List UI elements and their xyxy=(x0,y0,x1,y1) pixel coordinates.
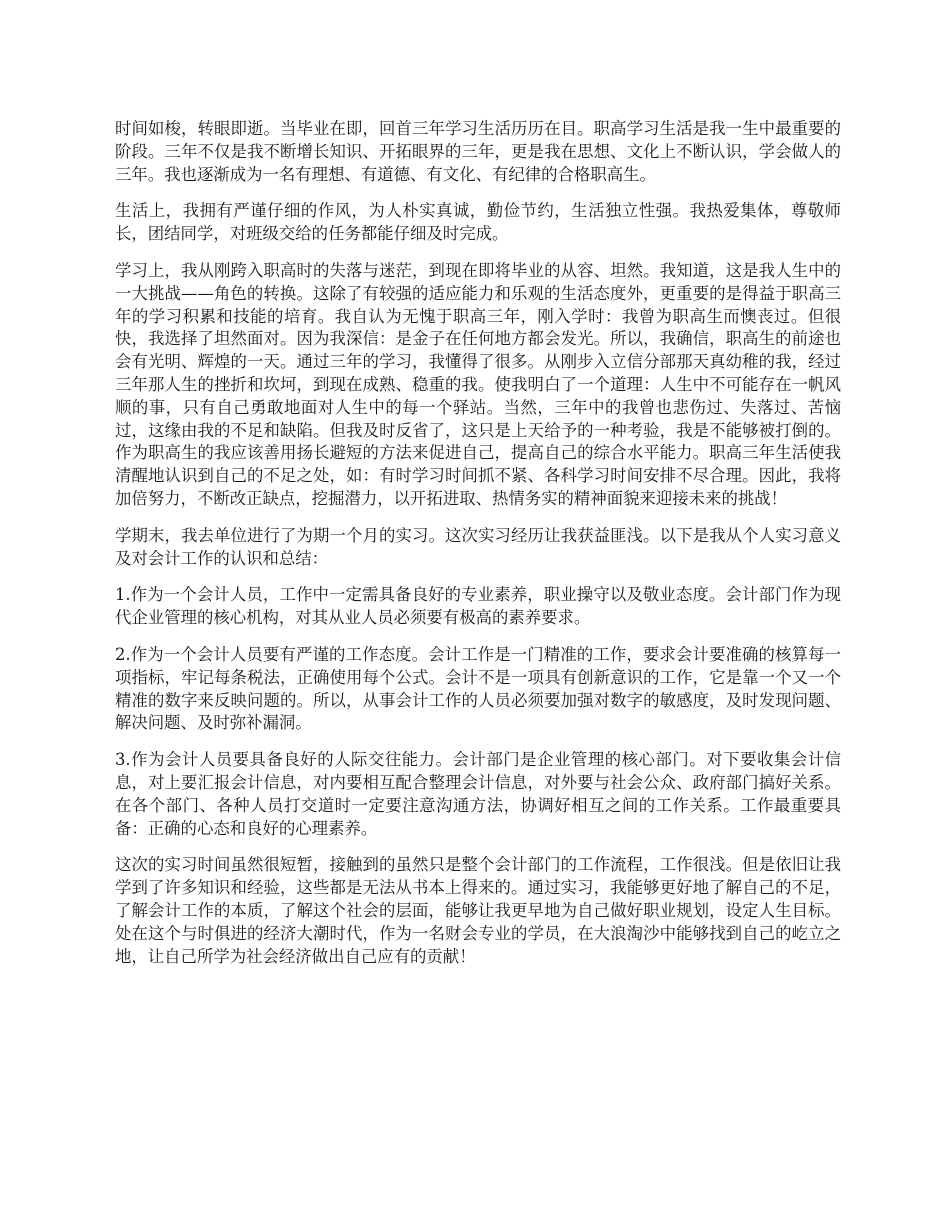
paragraph-point-3: 3.作为会计人员要具备良好的人际交往能力。会计部门是企业管理的核心部门。对下要收集会计信息，对上要汇报会计信息，对内要相互配合整理会计信息，对外要与社会公众、政府部门搞好关系。在各个部门、各种人员打交道时一定要注意沟通方法，协调好相互之间的工作关系。工作最重要具备：正确的心态和良好的心理素养。 xyxy=(115,750,841,838)
document-body xyxy=(115,118,841,982)
paragraph-study: 学习上，我从刚跨入职高时的失落与迷茫，到现在即将毕业的从容、坦然。我知道，这是我人生中的一大挑战——角色的转换。这除了有较强的适应能力和乐观的生活态度外，更重要的是得益于职高三年的学习积累和技能的培育。我自认为无愧于职高三年，刚入学时：我曾为职高生而懊丧过。但很快，我选择了坦然面对。因为我深信：是金子在任何地方都会发光。所以，我确信，职高生的前途也会有光明、辉煌的一天。通过三年的学习，我懂得了很多。从刚步入立信分部那天真幼稚的我，经过三年那人生的挫折和坎坷，到现在成熟、稳重的我。使我明白了一个道理：人生中不可能存在一帆风顺的事，只有自己勇敢地面对人生中的每一个驿站。当然，三年中的我曾也悲伤过、失落过、苦恼过，这缘由我的不足和缺陷。但我及时反省了，这只是上天给予的一种考验，我是不能够被打倒的。作为职高生的我应该善用扬长避短的方法来促进自己，提高自己的综合水平能力。职高三年生活使我清醒地认识到自己的不足之处，如：有时学习时间抓不紧、各科学习时间安排不尽合理。因此，我将加倍努力，不断改正缺点，挖掘潜力，以开拓进取、热情务实的精神面貌来迎接未来的挑战！ xyxy=(115,260,841,508)
paragraph-conclusion: 这次的实习时间虽然很短暂，接触到的虽然只是整个会计部门的工作流程，工作很浅。但是依旧让我学到了许多知识和经验，这些都是无法从书本上得来的。通过实习，我能够更好地了解自己的不足，了解会计工作的本质，了解这个社会的层面，能够让我更早地为自己做好职业规划，设定人生目标。处在这个与时俱进的经济大潮时代，作为一名财会专业的学员，在大浪淘沙中能够找到自己的屹立之地，让自己所学为社会经济做出自己应有的贡献！ xyxy=(115,855,841,966)
paragraph-internship-intro: 学期末，我去单位进行了为期一个月的实习。这次实习经历让我获益匪浅。以下是我从个人实习意义及对会计工作的认识和总结： xyxy=(115,525,841,568)
paragraph-life: 生活上，我拥有严谨仔细的作风，为人朴实真诚，勤俭节约，生活独立性强。我热爱集体，尊敬师长，团结同学，对班级交给的任务都能仔细及时完成。 xyxy=(115,201,841,244)
paragraph-intro: 时间如梭，转眼即逝。当毕业在即，回首三年学习生活历历在目。职高学习生活是我一生中最重要的阶段。三年不仅是我不断增长知识、开拓眼界的三年，更是我在思想、文化上不断认识，学会做人的三年。我也逐渐成为一名有理想、有道德、有文化、有纪律的合格职高生。 xyxy=(115,119,841,184)
paragraph-point-2: 2.作为一个会计人员要有严谨的工作态度。会计工作是一门精准的工作，要求会计要准确的核算每一项指标，牢记每条税法，正确使用每个公式。会计不是一项具有创新意识的工作，它是靠一个又一个精准的数字来反映问题的。所以，从事会计工作的人员必须要加强对数字的敏感度，及时发现问题、解决问题、及时弥补漏洞。 xyxy=(115,644,841,733)
paragraph-point-1: 1.作为一个会计人员，工作中一定需具备良好的专业素养，职业操守以及敬业态度。会计部门作为现代企业管理的核心机构，对其从业人员必须要有极高的素养要求。 xyxy=(115,585,841,628)
